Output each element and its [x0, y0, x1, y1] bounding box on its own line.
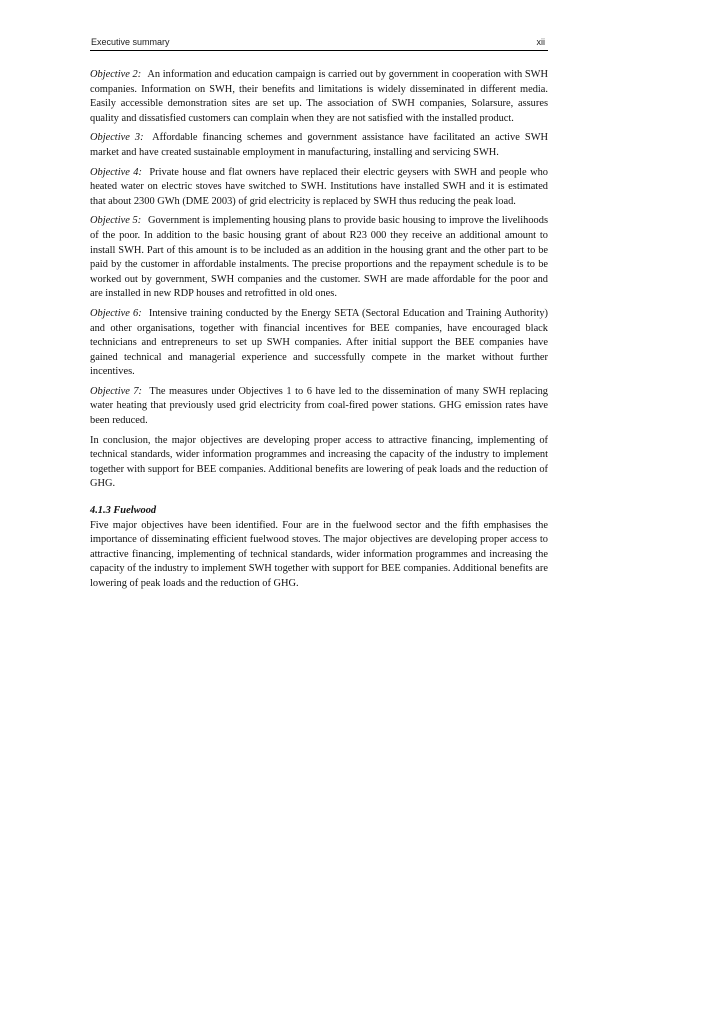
objective-6-paragraph	[90, 307, 548, 380]
section-heading-fuelwood: 4.1.3 Fuelwood	[90, 505, 157, 517]
objective-text: The measures under Objectives 1 to 6 have led to the dissemination of many SWH replacing water heating that previously used grid electricity from coal-fired power stations. GHG emission rates have been reduced.	[90, 385, 548, 427]
objective-label: Objective 6:	[90, 307, 142, 319]
objective-5-paragraph	[90, 214, 548, 302]
objective-label: Objective 5:	[90, 215, 142, 227]
objective-text: Government is implementing housing plans to provide basic housing to improve the livelihoods of the poor. In addition to the basic housing grant of about R23 000 they receive an additional amount to install SWH. Part of this amount is to be included as an addition in the housing grant and the other part to be paid by the customer in affordable instalments. The precise proportions and the repayment schedule is to be worked out by government, SWH companies and the customer. SWH are made affordable for the poor and are installed in new RDP houses and retrofitted in old ones.	[90, 215, 548, 300]
objective-label: Objective 3:	[90, 132, 144, 144]
objective-7-paragraph	[90, 385, 548, 429]
objective-4-paragraph	[90, 166, 548, 210]
objective-2-paragraph	[90, 68, 548, 126]
document-page	[90, 34, 548, 597]
objective-text: Intensive training conducted by the Energy SETA (Sectoral Education and Training Authority) and other organisations, together with financial incentives for BEE companies, have encouraged black technicians and entrepreneurs to set up SWH companies. After initial support the BEE companies have gained technical and managerial experience and successfully compete in the market without further incentives.	[90, 307, 548, 378]
running-header	[90, 34, 548, 51]
objective-label: Objective 7:	[90, 385, 142, 397]
header-page-number: xii	[536, 37, 545, 47]
header-title: Executive summary	[91, 37, 170, 47]
objective-label: Objective 4:	[90, 166, 142, 178]
conclusion-paragraph: In conclusion, the major objectives are developing proper access to attractive financing, implementing of technical standards, wider information programmes and increasing the capacity of the industry to implement together with support for BEE companies. Additional benefits are lowering of peak loads and the reduction of GHG.	[90, 434, 548, 490]
objective-text: Private house and flat owners have replaced their electric geysers with SWH and people who heated water on electric stoves have switched to SWH. Institutions have installed SWH and it is estimated that about 2300 GWh (DME 2003) of grid electricity is replaced by SWH thus reducing the peak load.	[90, 166, 549, 207]
objective-text: An information and education campaign is carried out by government in cooperation with SWH companies. Information on SWH, their benefits and limitations is widely disseminated in different media. Easily accessible demonstration sites are set up. The association of SWH companies, Solarsure, assures quality and dissatisfied customers can complain when they are not satisfied with the installed product.	[90, 69, 548, 124]
objective-label: Objective 2:	[90, 69, 142, 80]
body-text	[90, 68, 548, 592]
fuelwood-paragraph: Five major objectives have been identified. Four are in the fuelwood sector and the fifth emphasises the importance of disseminating efficient fuelwood stoves. The major objectives are developing proper access to attractive financing, implementing of technical standards, wider information programmes and increasing the capacity of the industry to implement SWH together with support for BEE companies. Additional benefits are lowering of peak loads and the reduction of GHG.	[90, 519, 548, 589]
objective-text: Affordable financing schemes and government assistance have facilitated an active SWH market and have created sustainable employment in manufacturing, installing and servicing SWH.	[90, 132, 549, 158]
objective-3-paragraph	[90, 131, 548, 160]
